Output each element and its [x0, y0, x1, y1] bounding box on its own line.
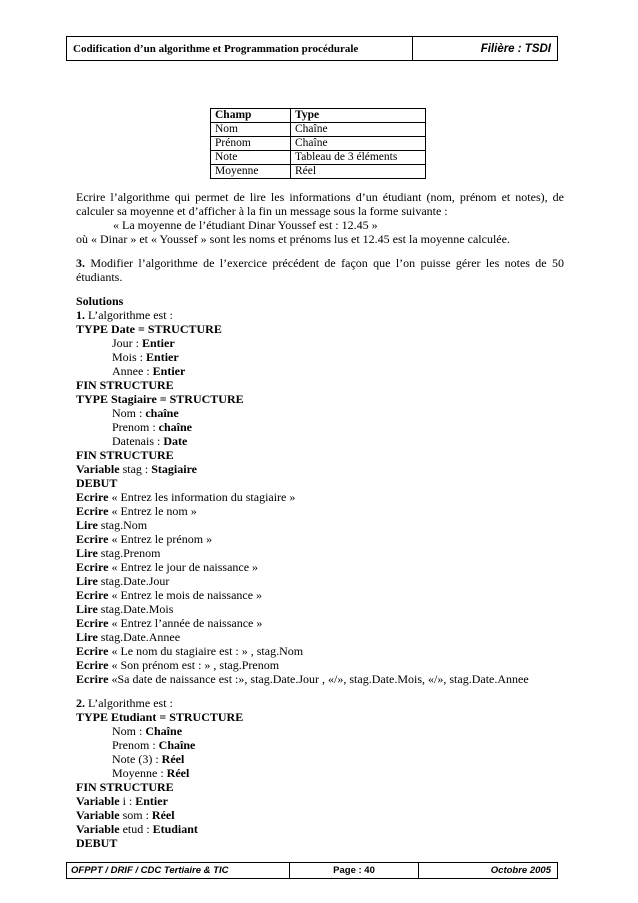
code-text: «Sa date de naissance est :», stag.Date.Jour , «/», stag.Date.Mois, «/», stag.Date.Annee: [108, 672, 529, 686]
code-keyword: Lire: [76, 574, 98, 588]
code-line: [76, 780, 564, 794]
code-line: [76, 574, 564, 588]
code-text: « Entrez les information du stagiaire »: [108, 490, 296, 504]
question-3-text: Modifier l’algorithme de l’exercice précédent de façon que l’on puisse gérer les notes de 50 étudiants.: [76, 256, 564, 284]
code-keyword: chaîne: [145, 406, 179, 420]
page-footer: [66, 862, 558, 879]
page-content: [76, 190, 564, 850]
table-cell: Réel: [291, 165, 426, 179]
code-line: [76, 406, 564, 420]
code-text: « Entrez le mois de naissance »: [108, 588, 263, 602]
solution-1-text: L’algorithme est :: [85, 308, 173, 322]
code-line: [76, 766, 564, 780]
code-keyword: DEBUT: [76, 476, 118, 490]
code-keyword: Variable: [76, 794, 120, 808]
solution-1-number: 1.: [76, 308, 85, 322]
code-line: [76, 364, 564, 378]
code-line: [76, 350, 564, 364]
code-text: « Entrez le nom »: [108, 504, 197, 518]
code-line: [76, 672, 564, 686]
code-line: [76, 602, 564, 616]
code-line: [76, 630, 564, 644]
code-keyword: Entier: [135, 794, 168, 808]
code-keyword: Ecrire: [76, 616, 109, 630]
code-keyword: Stagiaire: [151, 462, 198, 476]
code-line: [76, 822, 564, 836]
code-text: stag :: [119, 462, 152, 476]
code-keyword: Ecrire: [76, 644, 109, 658]
code-line: [76, 462, 564, 476]
code-line: [76, 378, 564, 392]
code-line: [76, 546, 564, 560]
code-keyword: Lire: [76, 602, 98, 616]
code-keyword: Ecrire: [76, 672, 109, 686]
code-line: [76, 434, 564, 448]
code-keyword: Variable: [76, 808, 120, 822]
table-row: [211, 165, 426, 179]
code-keyword: chaîne: [158, 420, 193, 434]
code-line: [76, 738, 564, 752]
code-keyword: Réel: [166, 766, 190, 780]
code-keyword: Entier: [146, 350, 179, 364]
code-keyword: Variable: [76, 462, 120, 476]
table-header-champ: Champ: [211, 109, 291, 123]
code-keyword: FIN STRUCTURE: [76, 780, 174, 794]
code-line: [76, 518, 564, 532]
table-cell: Nom: [211, 123, 291, 137]
code-keyword: Réel: [151, 808, 175, 822]
code-line: [76, 644, 564, 658]
solutions-title: Solutions: [76, 294, 124, 308]
code-keyword: Chaîne: [158, 738, 196, 752]
code-text: som :: [119, 808, 152, 822]
footer-date: Octobre 2005: [490, 865, 551, 876]
code-text: Prenom :: [112, 738, 159, 752]
header-title: Codification d’un algorithme et Programmation procédurale: [67, 37, 413, 60]
code-text: « Entrez le jour de naissance »: [108, 560, 259, 574]
code-line: [76, 752, 564, 766]
algorithm-1-code: [76, 322, 564, 686]
code-line: [76, 504, 564, 518]
code-keyword: Ecrire: [76, 532, 109, 546]
code-keyword: Variable: [76, 822, 120, 836]
code-text: stag.Date.Mois: [97, 602, 174, 616]
code-keyword: Entier: [152, 364, 186, 378]
algorithm-2-code: [76, 710, 564, 850]
footer-org: OFPPT / DRIF / CDC Tertiaire & TIC: [67, 863, 290, 878]
code-keyword: DEBUT: [76, 836, 118, 850]
code-text: Moyenne :: [112, 766, 167, 780]
table-cell: Moyenne: [211, 165, 291, 179]
solution-1-heading: [76, 308, 564, 322]
code-keyword: Lire: [76, 630, 98, 644]
code-keyword: Etudiant: [152, 822, 198, 836]
code-line: [76, 322, 564, 336]
code-line: [76, 476, 564, 490]
code-text: Nom :: [112, 406, 146, 420]
code-keyword: Lire: [76, 518, 98, 532]
solution-2-heading: [76, 696, 564, 710]
exercise-note: où « Dinar » et « Youssef » sont les noms et prénoms lus et 12.45 est la moyenne calculée.: [76, 232, 510, 246]
header-filiere: Filière : TSDI: [480, 42, 551, 55]
solution-2-number: 2.: [76, 696, 85, 710]
code-text: etud :: [119, 822, 153, 836]
code-text: Nom :: [112, 724, 146, 738]
code-text: Jour :: [112, 336, 142, 350]
code-text: Datenais :: [112, 434, 164, 448]
code-keyword: Ecrire: [76, 658, 109, 672]
code-keyword: TYPE Date = STRUCTURE: [76, 322, 222, 336]
footer-page-number: Page : 40: [290, 863, 419, 878]
code-text: Prenom :: [112, 420, 159, 434]
table-cell: Chaîne: [291, 137, 426, 151]
code-keyword: Chaîne: [145, 724, 183, 738]
code-text: « Entrez l’année de naissance »: [108, 616, 263, 630]
code-text: Mois :: [112, 350, 147, 364]
exercise-paragraph: Ecrire l’algorithme qui permet de lire les informations d’un étudiant (nom, prénom et notes), de calculer sa moyenne et d’afficher à la fin un message sous la forme suivante :: [76, 190, 564, 218]
code-keyword: FIN STRUCTURE: [76, 378, 174, 392]
code-keyword: Ecrire: [76, 504, 109, 518]
code-line: [76, 490, 564, 504]
table-header-type: Type: [291, 109, 426, 123]
code-line: [76, 448, 564, 462]
code-keyword: TYPE Stagiaire = STRUCTURE: [76, 392, 244, 406]
code-keyword: Entier: [142, 336, 175, 350]
question-3: [76, 256, 564, 284]
code-keyword: Ecrire: [76, 560, 109, 574]
exercise-quote: « La moyenne de l’étudiant Dinar Youssef est : 12.45 »: [113, 218, 378, 232]
table-row: [211, 151, 426, 165]
code-text: stag.Date.Jour: [97, 574, 170, 588]
code-text: Annee :: [112, 364, 153, 378]
code-text: stag.Date.Annee: [97, 630, 181, 644]
code-text: stag.Nom: [97, 518, 148, 532]
code-keyword: Réel: [161, 752, 185, 766]
fields-table: [210, 108, 426, 179]
code-line: [76, 808, 564, 822]
table-cell: Prénom: [211, 137, 291, 151]
code-text: Note (3) :: [112, 752, 162, 766]
question-3-number: 3.: [76, 256, 85, 270]
solution-2-text: L’algorithme est :: [85, 696, 173, 710]
code-keyword: TYPE Etudiant = STRUCTURE: [76, 710, 244, 724]
code-line: [76, 392, 564, 406]
code-keyword: Ecrire: [76, 588, 109, 602]
code-line: [76, 420, 564, 434]
code-text: « Son prénom est : » , stag.Prenom: [108, 658, 280, 672]
code-line: [76, 836, 564, 850]
table-cell: Note: [211, 151, 291, 165]
code-line: [76, 794, 564, 808]
table-header-row: [211, 109, 426, 123]
code-line: [76, 658, 564, 672]
code-keyword: Lire: [76, 546, 98, 560]
code-line: [76, 616, 564, 630]
table-row: [211, 137, 426, 151]
code-line: [76, 336, 564, 350]
code-line: [76, 724, 564, 738]
code-text: « Entrez le prénom »: [108, 532, 213, 546]
code-keyword: FIN STRUCTURE: [76, 448, 174, 462]
code-line: [76, 532, 564, 546]
page-header: [66, 36, 558, 61]
code-line: [76, 560, 564, 574]
code-text: i :: [119, 794, 136, 808]
code-text: stag.Prenom: [97, 546, 161, 560]
table-cell: Chaîne: [291, 123, 426, 137]
code-line: [76, 710, 564, 724]
table-row: [211, 123, 426, 137]
code-keyword: Date: [163, 434, 188, 448]
code-keyword: Ecrire: [76, 490, 109, 504]
code-text: « Le nom du stagiaire est : » , stag.Nom: [108, 644, 304, 658]
table-cell: Tableau de 3 éléments: [291, 151, 426, 165]
code-line: [76, 588, 564, 602]
